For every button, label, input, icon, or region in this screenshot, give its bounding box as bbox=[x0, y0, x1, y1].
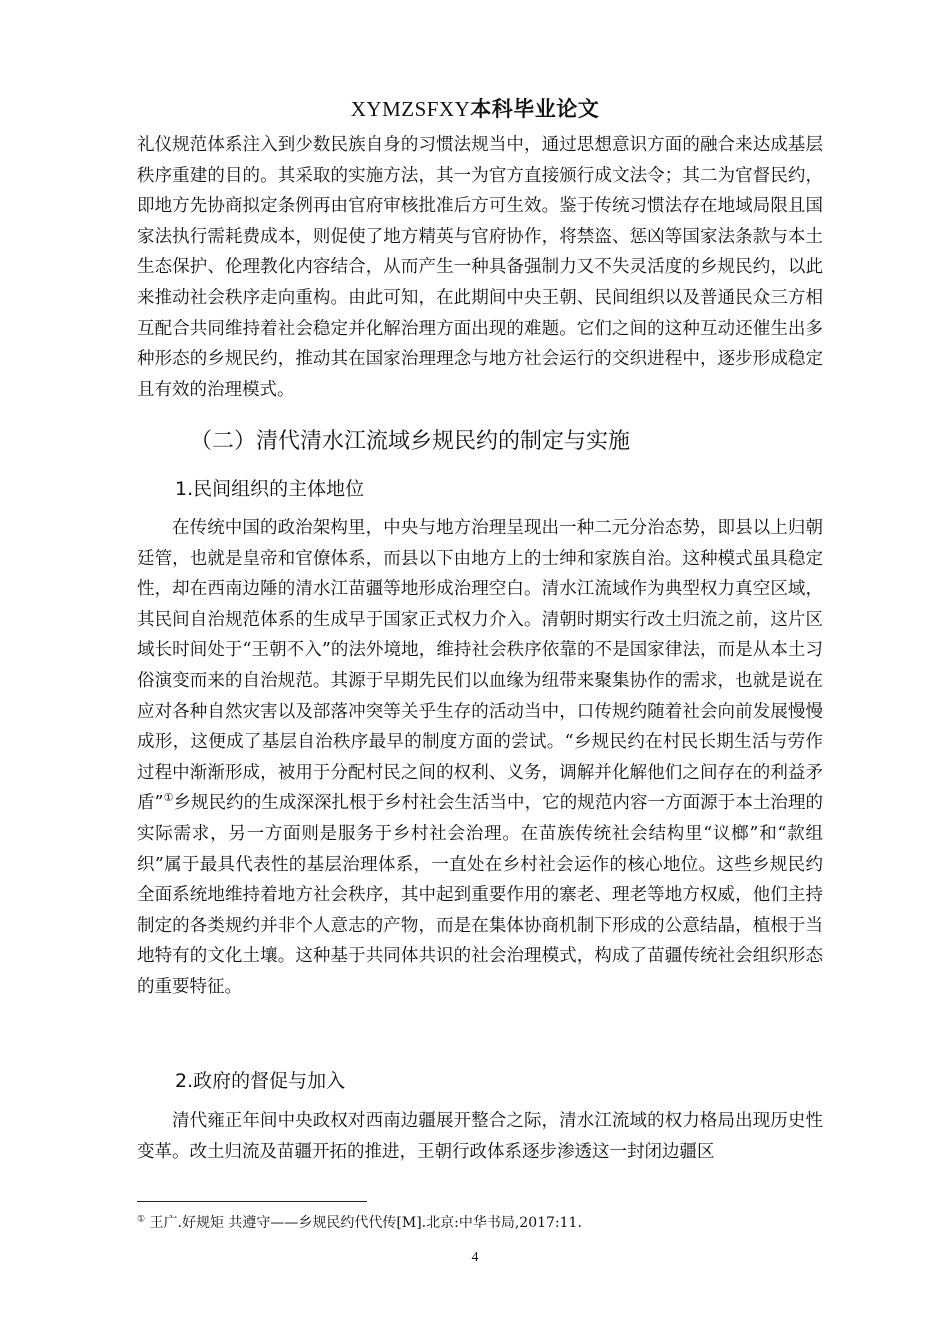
paragraph-2-part-a: 在传统中国的政治架构里，中央与地方治理呈现出一种二元分治态势，即县以上归朝廷管，也就是皇帝和官僚体系，而县以下由地方上的士绅和家族自治。这种模式虽具稳定性，却在西南边陲的清水江苗疆等地形成治理空白。清水江流域作为典型权力真空区域，其民间自治规范体系的生成早于国家正式权力介入。清朝时期实行改土归流之前，这片区域长时间处于“王朝不入”的法外境地，维持社会秩序依靠的不是国家律法，而是从本土习俗演变而来的自治规范。其源于早期先民们以血缘为纽带来聚集协作的需求，也就是说在应对各种自然灾害以及部落冲突等关乎生存的活动当中，口传规约随着社会向前发展慢慢成形，这便成了基层自治秩序最早的制度方面的尝试。“乡规民约在村民长期生活与劳作过程中渐渐形成，被用于分配村民之间的权利、义务，调解并化解他们之间存在的利益矛盾” bbox=[137, 518, 823, 814]
header-title: 本科毕业论文 bbox=[470, 97, 600, 121]
paragraph-3: 清代雍正年间中央政权对西南边疆展开整合之际，清水江流域的权力格局出现历史性变革。改土归流及苗疆开拓的推进，王朝行政体系逐步渗透这一封闭边疆区 bbox=[137, 1111, 823, 1162]
footnote bbox=[137, 1212, 582, 1232]
header-school-code: XYMZSFXY bbox=[350, 97, 471, 121]
subheading-2: 2.政府的督促与加入 bbox=[175, 1070, 346, 1092]
paragraph-2-part-b: 乡规民约的生成深深扎根于乡村社会生活当中，它的规范内容一方面源于本土治理的实际需求，另一方面则是服务于乡村社会治理。在苗族传统社会结构里“议榔”和“款组织”属于最具代表性的基层治理体系，一直处在乡村社会运作的核心地位。这些乡规民约全面系统地维持着地方社会秩序，其中起到重要作用的寨老、理老等地方权威，他们主持制定的各类规约并非个人意志的产物，而是在集体协商机制下形成的公意结晶，植根于当地特有的文化土壤。这种基于共同体共识的社会治理模式，构成了苗疆传统社会组织形态的重要特征。 bbox=[137, 793, 824, 997]
page-number: 4 bbox=[471, 1250, 479, 1265]
page-header bbox=[0, 93, 950, 123]
footnote-reference[interactable]: ① bbox=[163, 791, 174, 805]
subheading-1: 1.民间组织的主体地位 bbox=[175, 478, 365, 500]
paragraph-2 bbox=[137, 513, 823, 1003]
footnote-marker: ① bbox=[137, 1214, 146, 1225]
footnote-text: 王广.好规矩 共遵守——乡规民约代代传[M].北京:中华书局,2017:11. bbox=[145, 1215, 582, 1231]
section-heading: （二）清代清水江流域乡规民约的制定与实施 bbox=[190, 429, 631, 454]
paragraph-1: 礼仪规范体系注入到少数民族自身的习惯法规当中，通过思想意识方面的融合来达成基层秩序重建的目的。其采取的实施方法，其一为官方直接颁行成文法令；其二为官督民约，即地方先协商拟定条例再由官府审核批准后方可生效。鉴于传统习惯法存在地域局限且国家法执行需耗费成本，则促使了地方精英与官府协作，将禁盗、惩凶等国家法条款与本土生态保护、伦理教化内容结合，从而产生一种具备强制力又不失灵活度的乡规民约，以此来推动社会秩序走向重构。由此可知，在此期间中央王朝、民间组织以及普通民众三方相互配合共同维持着社会稳定并化解治理方面出现的难题。它们之间的这种互动还催生出多种形态的乡规民约，推动其在国家治理理念与地方社会运行的交织进程中，逐步形成稳定且有效的治理模式。 bbox=[137, 135, 823, 400]
footnote-divider bbox=[137, 1201, 367, 1202]
